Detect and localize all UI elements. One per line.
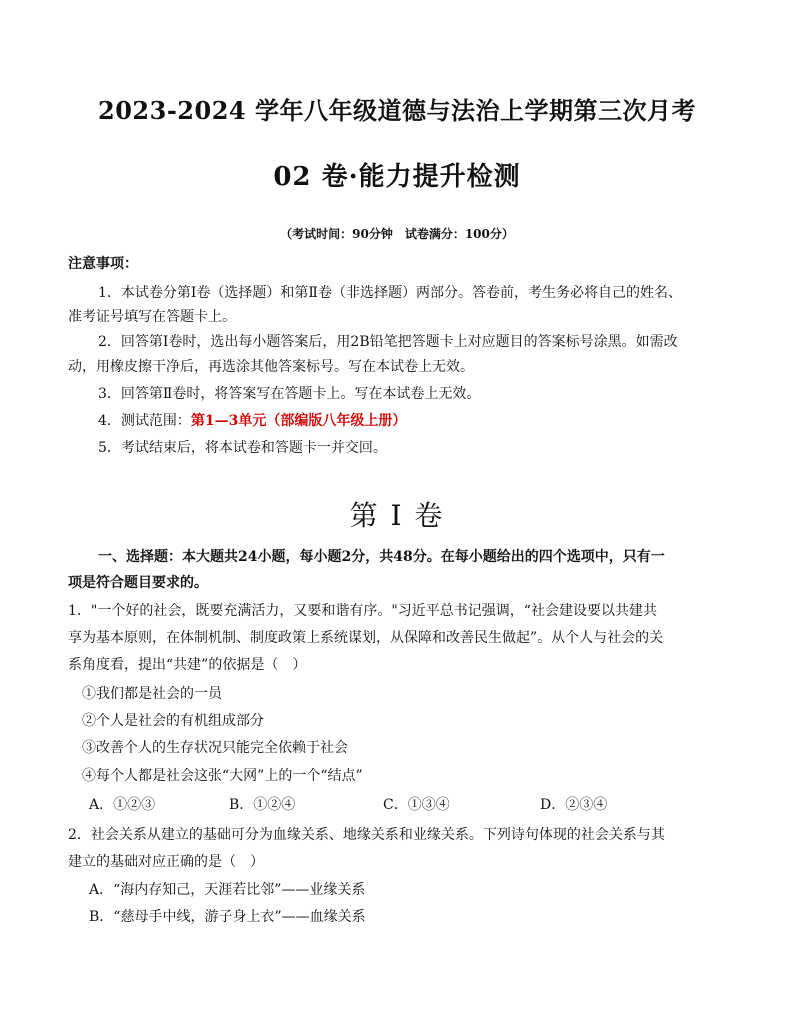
- question-2-stem: 2．社会关系从建立的基础可分为血缘关系、地缘关系和业缘关系。下列诗句体现的社会关系与其: [68, 827, 665, 843]
- note-item-1-cont: 准考证号填写在答题卡上。: [68, 309, 236, 325]
- note-item-3: 3．回答第Ⅱ卷时，将答案写在答题卡上。写在本试卷上无效。: [98, 386, 481, 402]
- question-2-option-b: B．“慈母手中线，游子身上衣”——血缘关系: [89, 909, 366, 925]
- exam-time-score: （考试时间：90分钟 试卷满分：100分）: [280, 227, 514, 241]
- question-1-statement-2: ②个人是社会的有机组成部分: [82, 713, 264, 729]
- note-item-5: 5．考试结束后，将本试卷和答题卡一并交回。: [98, 440, 387, 456]
- test-scope: 第1—3单元（部编版八年级上册）: [190, 413, 407, 429]
- section-title: 第 I 卷: [349, 499, 445, 532]
- question-2-option-a: A．“海内存知己，天涯若比邻”——业缘关系: [89, 882, 366, 898]
- section-instructions: 一、选择题：本大题共24小题，每小题2分，共48分。在每小题给出的四个选项中，只有一: [98, 549, 665, 565]
- section-instructions-cont: 项是符合题目要求的。: [68, 575, 208, 591]
- note-item-2-cont: 动，用橡皮擦干净后，再选涂其他答案标号。写在本试卷上无效。: [68, 359, 474, 375]
- note-item-4-prefix: 4．测试范围：: [98, 413, 191, 429]
- exam-subtitle: 02 卷·能力提升检测: [273, 162, 521, 192]
- question-1-statement-4: ④每个人都是社会这张“大网”上的一个“结点”: [82, 768, 363, 784]
- note-item-1: 1．本试卷分第Ⅰ卷（选择题）和第Ⅱ卷（非选择题）两部分。答卷前，考生务必将自己的姓名、: [98, 285, 682, 301]
- note-item-4: [98, 412, 406, 430]
- note-item-2: 2．回答第Ⅰ卷时，选出每小题答案后，用2B铅笔把答题卡上对应题目的答案标号涂黑。如需改: [98, 334, 678, 350]
- question-1-option-a: A．①②③: [89, 797, 156, 813]
- question-1-stem-cont: 享为基本原则，在体制机制、制度政策上系统谋划，从保障和改善民生做起”。从个人与社会的关: [68, 630, 664, 646]
- question-1-statement-3: ③改善个人的生存状况只能完全依赖于社会: [82, 740, 348, 756]
- question-1-option-d: D．②③④: [540, 797, 608, 813]
- notes-heading: 注意事项：: [68, 256, 138, 272]
- question-1-stem-end: 系角度看，提出“共建”的依据是（ ）: [68, 657, 307, 673]
- question-1-statement-1: ①我们都是社会的一员: [82, 686, 222, 702]
- question-1-stem: 1．"一个好的社会，既要充满活力，又要和谐有序。"习近平总书记强调，“社会建设要以共建共: [68, 603, 657, 619]
- question-1-option-c: C．①③④: [383, 797, 450, 813]
- exam-title: 2023-2024 学年八年级道德与法治上学期第三次月考: [98, 96, 696, 125]
- question-1-option-b: B．①②④: [229, 797, 296, 813]
- question-2-stem-cont: 建立的基础对应正确的是（ ）: [68, 854, 264, 870]
